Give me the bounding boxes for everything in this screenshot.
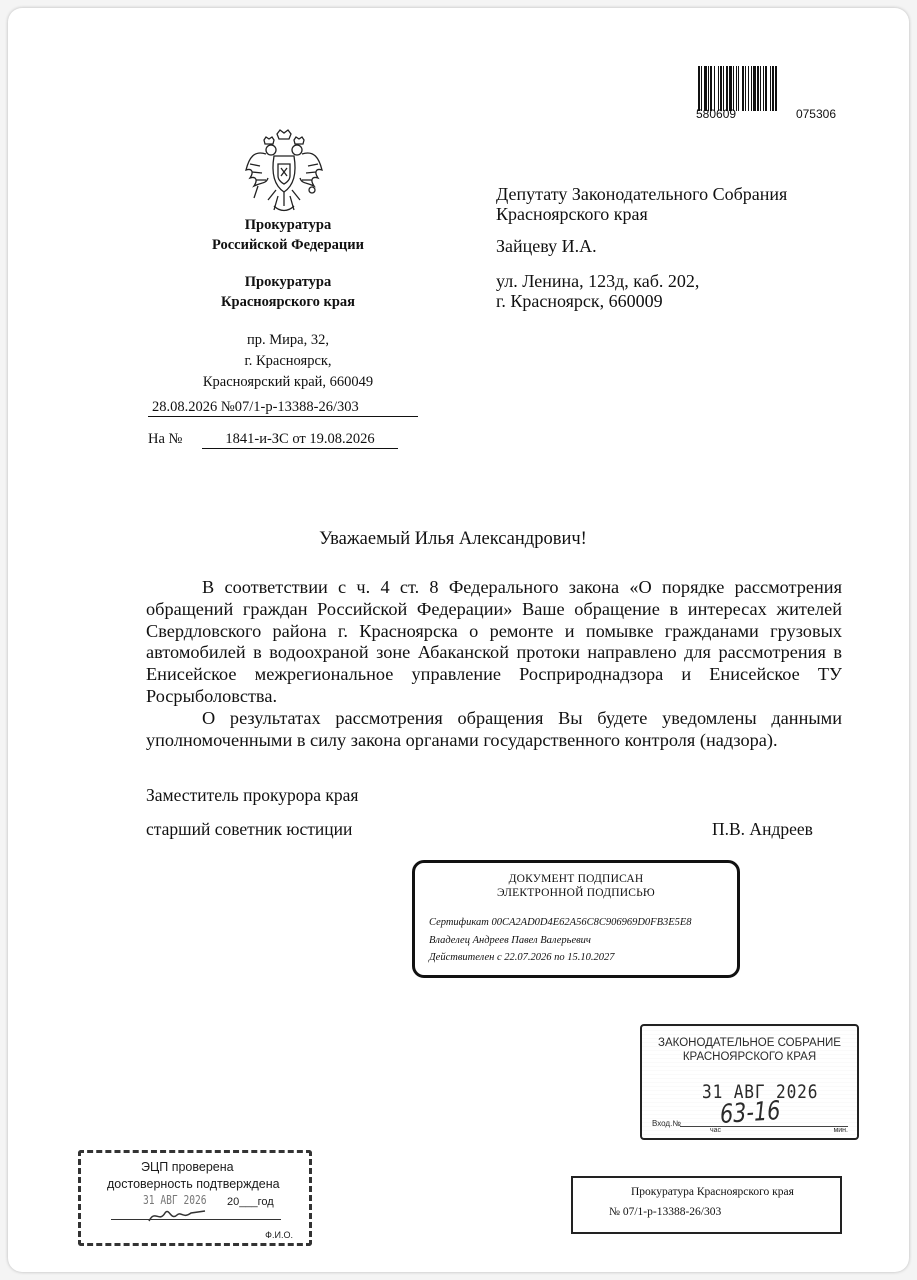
instamp-vhod-label: Вход.№ bbox=[652, 1119, 681, 1128]
regbox-org: Прокуратура Красноярского края bbox=[631, 1186, 794, 1198]
esig-certificate: Сертификат 00CA2AD0D4E62A56C8C906969D0FB3E5E8 bbox=[429, 917, 692, 928]
instamp-time-line bbox=[680, 1126, 848, 1134]
sender-org2-line1: Прокуратура bbox=[244, 274, 332, 290]
ecp-year-suffix: 20___год bbox=[227, 1196, 274, 1208]
recipient-name: Зайцеву И.А. bbox=[496, 236, 597, 256]
recipient-line2: Красноярского края bbox=[496, 204, 648, 224]
sender-address-line2: г. Красноярск, bbox=[244, 353, 332, 369]
ecp-handwritten-signature bbox=[147, 1207, 207, 1225]
recipient-address-line2: г. Красноярск, 660009 bbox=[496, 291, 663, 311]
barcode-numbers bbox=[696, 107, 836, 121]
sender-address-line3: Красноярский край, 660049 bbox=[202, 374, 374, 390]
instamp-title bbox=[642, 1036, 857, 1064]
recipient-address-line1: ул. Ленина, 123д, каб. 202, bbox=[496, 271, 700, 291]
outgoing-number: №07/1-р-13388-26/303 bbox=[220, 399, 359, 415]
ecp-line2: достоверность подтверждена bbox=[107, 1177, 280, 1191]
signatory-name: П.В. Андреев bbox=[712, 819, 813, 839]
coat-of-arms-emblem bbox=[244, 128, 324, 216]
esig-validity: Действителен с 22.07.2026 по 15.10.2027 bbox=[429, 952, 615, 963]
letter-paragraph-2: О результатах рассмотрения обращения Вы будете уведомлены данными уполномоченными в силу закона органами государственного контроля (надзора). bbox=[146, 707, 842, 750]
sender-address bbox=[178, 330, 398, 393]
in-reply-label: На № bbox=[148, 431, 183, 447]
esig-owner: Владелец Андреев Павел Валерьевич bbox=[429, 935, 591, 946]
in-reply-to bbox=[148, 431, 182, 448]
recipient-title bbox=[496, 184, 787, 224]
registration-box bbox=[571, 1176, 842, 1234]
regbox-number: № 07/1-р-13388-26/303 bbox=[609, 1206, 722, 1218]
letter-page bbox=[8, 8, 909, 1272]
outgoing-date: 28.08.2026 bbox=[152, 399, 218, 415]
signatory-position-line2: старший советник юстиции bbox=[146, 819, 353, 839]
letter-body bbox=[146, 577, 842, 751]
letter-paragraph-1: В соответствии с ч. 4 ст. 8 Федерального закона «О порядке рассмотрения обращений граждан Российской Федерации» Ваше обращение в интересах жителей Свердловского района г. Красноярска о ремонте и помывке гражданами грузовых автомобилей в водоохраной зоне Абаканской протоки направлено для рассмотрения в Енисейское межрегиональное управление Росприроднадзора и Енисейское ТУ Росрыболовства. bbox=[146, 577, 842, 706]
esig-title-line1: ДОКУМЕНТ ПОДПИСАН bbox=[508, 873, 644, 885]
sender-org1-line1: Прокуратура bbox=[244, 217, 332, 233]
instamp-title-line1: ЗАКОНОДАТЕЛЬНОЕ СОБРАНИЕ bbox=[658, 1037, 841, 1049]
instamp-hour-label: час bbox=[710, 1127, 722, 1134]
in-reply-value: 1841-и-ЗС от 19.08.2026 bbox=[202, 431, 398, 449]
digital-signature-verified-stamp bbox=[78, 1150, 312, 1246]
instamp-handwritten-number: 63-16 bbox=[719, 1096, 781, 1130]
recipient-line1: Депутату Законодательного Собрания bbox=[496, 184, 788, 204]
electronic-signature-stamp bbox=[412, 860, 740, 978]
esig-title-line2: ЭЛЕКТРОННОЙ ПОДПИСЬЮ bbox=[497, 887, 655, 899]
ecp-date: 31 АВГ 2026 bbox=[143, 1193, 207, 1207]
barcode-left-number: 580609 bbox=[696, 107, 737, 121]
ecp-line1: ЭЦП проверена bbox=[141, 1160, 234, 1174]
signatory-position-line1: Заместитель прокурора края bbox=[146, 785, 359, 805]
recipient-address bbox=[496, 271, 699, 311]
sender-org1-line2: Российской Федерации bbox=[211, 237, 364, 253]
greeting: Уважаемый Илья Александрович! bbox=[319, 529, 587, 549]
instamp-title-line2: КРАСНОЯРСКОГО КРАЯ bbox=[682, 1051, 817, 1063]
incoming-registration-stamp bbox=[640, 1024, 859, 1140]
sender-org-regional bbox=[178, 272, 398, 312]
barcode bbox=[698, 66, 833, 111]
instamp-date: 31 АВГ 2026 bbox=[702, 1081, 819, 1103]
sender-org-federal bbox=[178, 215, 398, 255]
ecp-fio-label: Ф.И.О. bbox=[265, 1230, 293, 1240]
outgoing-registration bbox=[148, 399, 418, 417]
barcode-stripe bbox=[775, 66, 777, 111]
barcode-right-number: 075306 bbox=[795, 107, 836, 121]
sender-address-line1: пр. Мира, 32, bbox=[247, 332, 329, 348]
instamp-minute-label: мин. bbox=[833, 1127, 848, 1134]
sender-org2-line2: Красноярского края bbox=[221, 294, 355, 310]
